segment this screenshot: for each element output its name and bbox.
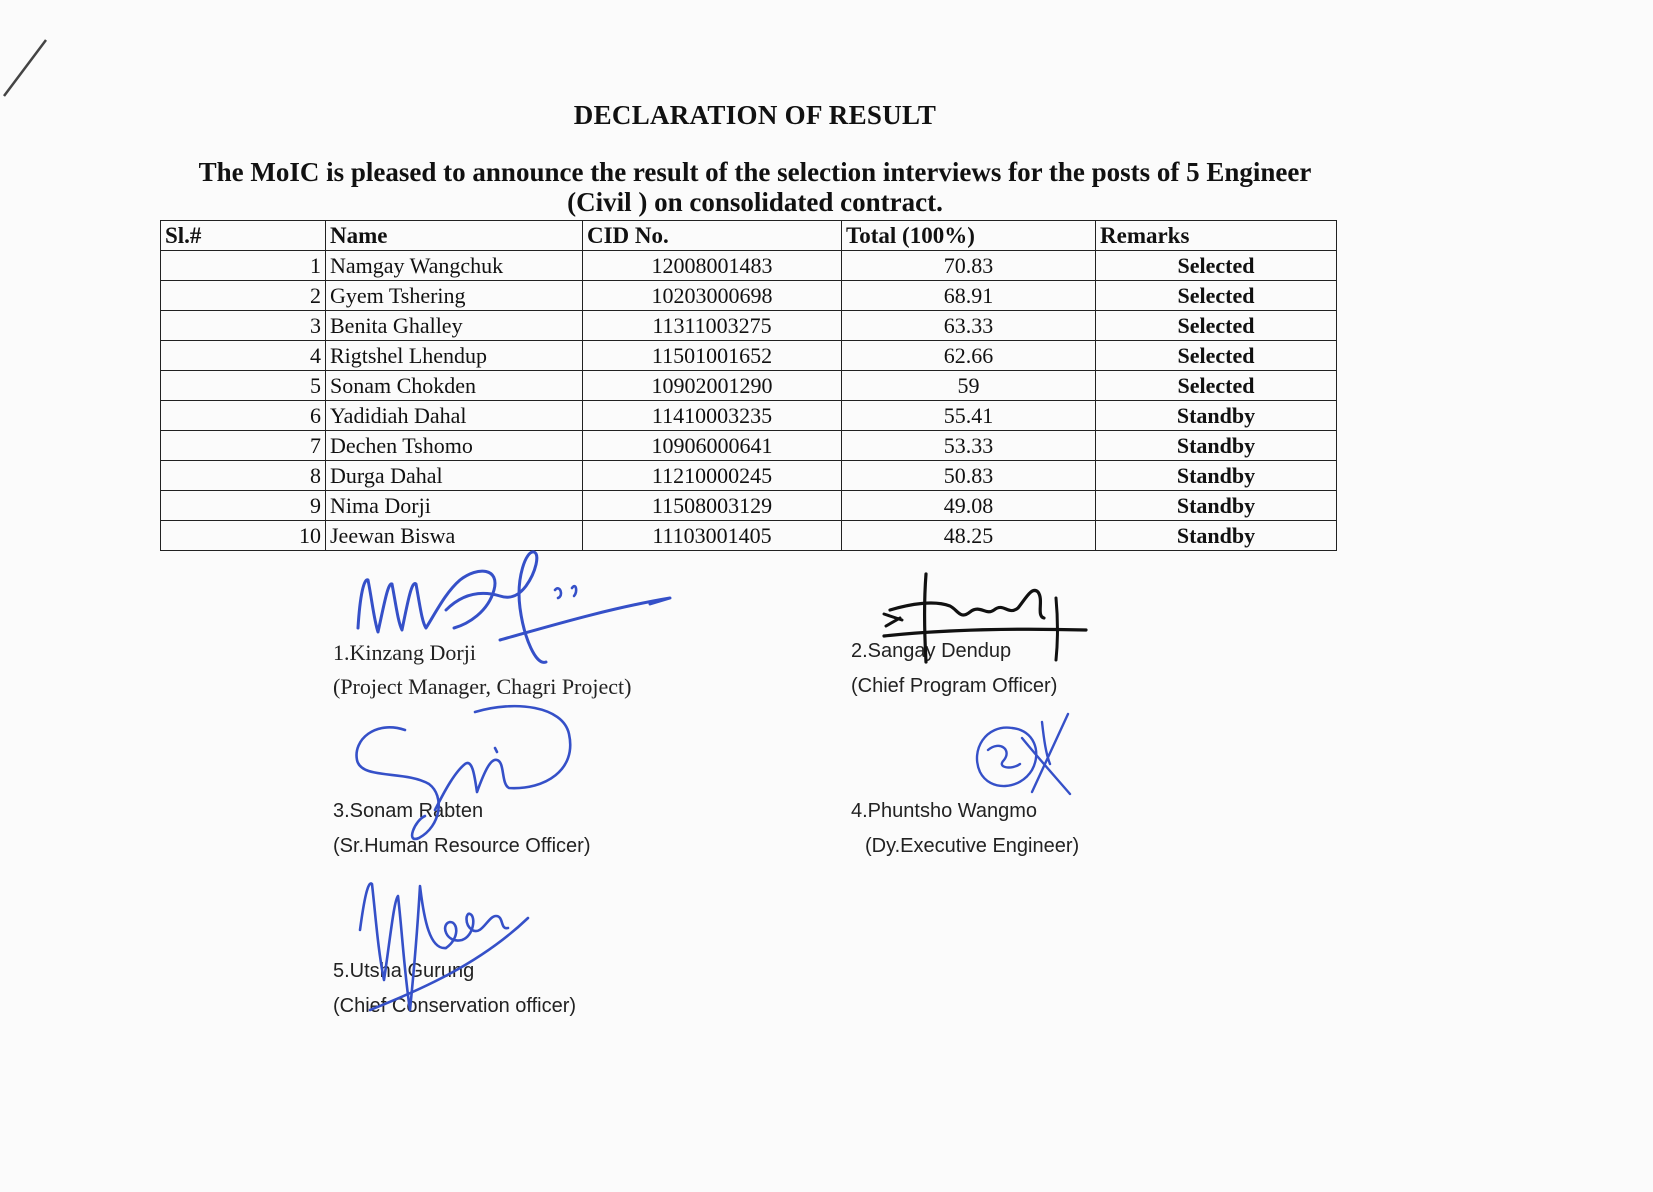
table-row xyxy=(161,371,1337,401)
signatory-name: 5.Utsha Gurung xyxy=(333,960,475,982)
cell-total: 55.41 xyxy=(842,401,1096,431)
cell-total: 49.08 xyxy=(842,491,1096,521)
cell-total: 62.66 xyxy=(842,341,1096,371)
cell-cid: 12008001483 xyxy=(583,251,842,281)
cell-remarks: Selected xyxy=(1096,281,1337,311)
cell-sl: 8 xyxy=(161,461,326,491)
cell-name: Benita Ghalley xyxy=(326,311,583,341)
header-total: Total (100%) xyxy=(842,221,1096,251)
signatory-position: (Sr.Human Resource Officer) xyxy=(333,835,591,857)
cell-cid: 11311003275 xyxy=(583,311,842,341)
cell-sl: 1 xyxy=(161,251,326,281)
cell-cid: 11410003235 xyxy=(583,401,842,431)
cell-name: Sonam Chokden xyxy=(326,371,583,401)
signature-1 xyxy=(350,550,680,690)
cell-remarks: Standby xyxy=(1096,521,1337,551)
results-table xyxy=(160,220,1337,551)
table-row xyxy=(161,341,1337,371)
cell-sl: 10 xyxy=(161,521,326,551)
cell-remarks: Selected xyxy=(1096,251,1337,281)
signatory-position: (Chief Conservation officer) xyxy=(333,995,577,1017)
signatory-name: 3.Sonam Rabten xyxy=(333,800,484,822)
pen-stroke-mark xyxy=(0,38,60,108)
cell-remarks: Standby xyxy=(1096,461,1337,491)
cell-remarks: Selected xyxy=(1096,311,1337,341)
header-remarks: Remarks xyxy=(1096,221,1337,251)
cell-sl: 3 xyxy=(161,311,326,341)
table-row xyxy=(161,491,1337,521)
signature-2 xyxy=(880,570,1100,670)
signatory-name: 4.Phuntsho Wangmo xyxy=(851,800,1038,822)
cell-name: Gyem Tshering xyxy=(326,281,583,311)
cell-remarks: Standby xyxy=(1096,491,1337,521)
table-row xyxy=(161,461,1337,491)
cell-name: Rigtshel Lhendup xyxy=(326,341,583,371)
signatory-name: 2.Sangay Dendup xyxy=(851,640,1012,662)
cell-name: Nima Dorji xyxy=(326,491,583,521)
cell-name: Durga Dahal xyxy=(326,461,583,491)
table-row xyxy=(161,521,1337,551)
table-row xyxy=(161,251,1337,281)
document-title: DECLARATION OF RESULT xyxy=(573,100,937,130)
table-header-row xyxy=(161,221,1337,251)
cell-name: Dechen Tshomo xyxy=(326,431,583,461)
cell-cid: 11103001405 xyxy=(583,521,842,551)
header-cid: CID No. xyxy=(583,221,842,251)
cell-cid: 10203000698 xyxy=(583,281,842,311)
announcement-text: The MoIC is pleased to announce the result of the selection interviews for the posts of 5 Engineer (Civil ) on consolidated contract. xyxy=(198,157,1312,217)
signatory-name: 1.Kinzang Dorji xyxy=(333,640,476,665)
cell-cid: 11508003129 xyxy=(583,491,842,521)
cell-total: 53.33 xyxy=(842,431,1096,461)
signatory-4 xyxy=(851,800,1079,858)
signatory-position: (Chief Program Officer) xyxy=(851,675,1058,697)
signature-5 xyxy=(350,860,540,1030)
header-name: Name xyxy=(326,221,583,251)
cell-sl: 9 xyxy=(161,491,326,521)
cell-total: 70.83 xyxy=(842,251,1096,281)
table-row xyxy=(161,431,1337,461)
table-row xyxy=(161,401,1337,431)
cell-name: Jeewan Biswa xyxy=(326,521,583,551)
cell-total: 50.83 xyxy=(842,461,1096,491)
cell-total: 48.25 xyxy=(842,521,1096,551)
header-sl: Sl.# xyxy=(161,221,326,251)
signatory-position: (Dy.Executive Engineer) xyxy=(865,835,1080,857)
cell-cid: 10902001290 xyxy=(583,371,842,401)
cell-remarks: Selected xyxy=(1096,341,1337,371)
table-row xyxy=(161,281,1337,311)
cell-cid: 11501001652 xyxy=(583,341,842,371)
cell-sl: 7 xyxy=(161,431,326,461)
cell-sl: 2 xyxy=(161,281,326,311)
cell-name: Yadidiah Dahal xyxy=(326,401,583,431)
cell-remarks: Standby xyxy=(1096,401,1337,431)
table-row xyxy=(161,311,1337,341)
cell-total: 68.91 xyxy=(842,281,1096,311)
cell-total: 59 xyxy=(842,371,1096,401)
signature-4 xyxy=(960,710,1090,800)
cell-name: Namgay Wangchuk xyxy=(326,251,583,281)
signatory-position: (Project Manager, Chagri Project) xyxy=(333,674,632,699)
cell-remarks: Standby xyxy=(1096,431,1337,461)
cell-sl: 4 xyxy=(161,341,326,371)
cell-sl: 6 xyxy=(161,401,326,431)
cell-cid: 11210000245 xyxy=(583,461,842,491)
cell-cid: 10906000641 xyxy=(583,431,842,461)
signature-3 xyxy=(345,700,585,870)
cell-remarks: Selected xyxy=(1096,371,1337,401)
cell-sl: 5 xyxy=(161,371,326,401)
cell-total: 63.33 xyxy=(842,311,1096,341)
